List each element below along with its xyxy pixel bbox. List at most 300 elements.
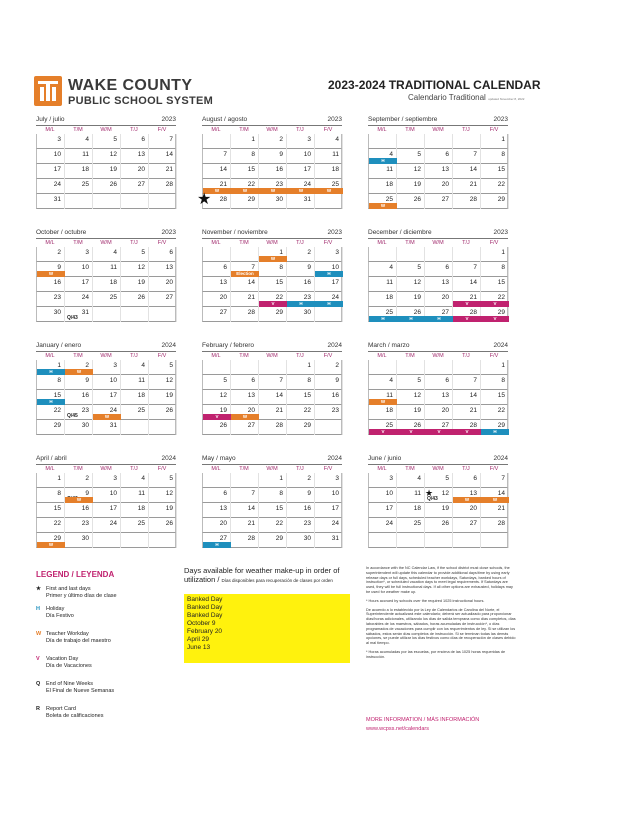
day-number: 22 xyxy=(497,407,505,414)
day-cell xyxy=(121,420,149,435)
workday-marker: W xyxy=(93,414,121,420)
weekday-label: T/J xyxy=(130,240,138,246)
day-number: 12 xyxy=(109,151,117,158)
day-number: 10 xyxy=(109,377,117,384)
day-cell xyxy=(37,503,65,518)
month-block xyxy=(368,341,508,435)
day-number: 5 xyxy=(169,362,173,369)
day-cell xyxy=(259,503,287,518)
day-cell xyxy=(481,360,509,375)
weekday-label: W/M xyxy=(266,466,278,472)
day-cell xyxy=(481,149,509,164)
makeup-day: Banked Day xyxy=(187,596,223,603)
day-cell xyxy=(231,473,259,488)
day-cell xyxy=(369,360,397,375)
day-cell xyxy=(37,164,65,179)
workday-marker: W xyxy=(259,256,287,262)
legend-symbol-icon: V xyxy=(36,656,40,662)
day-cell xyxy=(369,277,397,292)
day-cell xyxy=(369,164,397,179)
day-cell xyxy=(65,149,93,164)
week-row xyxy=(368,194,508,209)
day-cell xyxy=(203,405,231,420)
day-number: 21 xyxy=(275,407,283,414)
day-number: 26 xyxy=(413,422,421,429)
workday-marker: W xyxy=(259,188,287,194)
day-cell xyxy=(203,473,231,488)
day-number: 27 xyxy=(219,309,227,316)
day-number: 15 xyxy=(53,505,61,512)
day-number: 15 xyxy=(247,166,255,173)
day-number: 5 xyxy=(417,151,421,158)
day-number: 14 xyxy=(469,392,477,399)
month-name: November / noviembre xyxy=(202,229,268,236)
day-number: 15 xyxy=(497,166,505,173)
week-row xyxy=(202,134,342,149)
week-row xyxy=(368,179,508,194)
day-number: 24 xyxy=(53,181,61,188)
day-number: 25 xyxy=(385,309,393,316)
day-cell xyxy=(65,307,93,322)
day-number: 30 xyxy=(303,535,311,542)
day-number: 1 xyxy=(501,136,505,143)
week-row xyxy=(36,194,176,209)
day-cell xyxy=(315,307,343,322)
weekday-label: T/J xyxy=(296,127,304,133)
day-cell xyxy=(149,503,177,518)
day-cell xyxy=(203,360,231,375)
day-cell xyxy=(259,375,287,390)
day-number: 4 xyxy=(141,362,145,369)
wcpss-logo-icon xyxy=(34,76,62,106)
weekday-label: T/J xyxy=(296,240,304,246)
day-cell xyxy=(369,247,397,262)
month-header xyxy=(368,341,508,352)
note-paragraph: In accordance with the NC Calendar Law, if the school district must close schools, the superintendent will update this calendar to provide additional days/time by using early release days or full days, scheduled teacher workdays, Saturdays, banked hours of instruction*, or scheduled vacation days to meet legal requirements. If Saturdays are used, they will be full instructional days. If all other options are exhausted, holidays may be used for weather make up. xyxy=(366,566,513,594)
month-year: 2023 xyxy=(493,116,508,123)
weekday-header xyxy=(36,465,176,473)
day-number: 30 xyxy=(81,535,89,542)
day-number: 17 xyxy=(81,279,89,286)
day-cell xyxy=(259,292,287,307)
day-cell xyxy=(149,518,177,533)
day-number: 22 xyxy=(497,294,505,301)
day-cell xyxy=(481,488,509,503)
org-name-line1: WAKE COUNTY xyxy=(68,77,193,94)
day-number: 25 xyxy=(109,294,117,301)
day-number: 18 xyxy=(331,166,339,173)
day-cell xyxy=(37,262,65,277)
day-number: 6 xyxy=(169,249,173,256)
day-cell xyxy=(369,503,397,518)
day-number: 6 xyxy=(445,151,449,158)
day-number: 19 xyxy=(165,392,173,399)
day-cell xyxy=(481,405,509,420)
workday-marker: W xyxy=(287,188,315,194)
day-cell xyxy=(121,375,149,390)
month-year: 2024 xyxy=(161,455,176,462)
weekday-label: T/M xyxy=(405,240,415,246)
day-cell xyxy=(315,277,343,292)
day-cell xyxy=(397,179,425,194)
day-number: 18 xyxy=(137,392,145,399)
day-cell xyxy=(149,533,177,548)
day-number: 5 xyxy=(113,136,117,143)
weekday-label: F/V xyxy=(489,353,499,359)
weekday-label: W/M xyxy=(266,127,278,133)
workday-marker: W xyxy=(65,369,93,375)
week-row xyxy=(36,518,176,533)
day-number: 10 xyxy=(331,264,339,271)
workday-marker: Election xyxy=(231,271,259,277)
day-number: 2 xyxy=(307,475,311,482)
day-cell xyxy=(259,405,287,420)
day-cell xyxy=(259,164,287,179)
week-row xyxy=(368,149,508,164)
day-cell xyxy=(149,277,177,292)
day-number: 3 xyxy=(335,249,339,256)
day-cell xyxy=(93,375,121,390)
day-number: 24 xyxy=(385,520,393,527)
day-number: 8 xyxy=(57,490,61,497)
week-row xyxy=(368,420,508,435)
weekday-header xyxy=(368,465,508,473)
day-cell xyxy=(453,247,481,262)
day-cell xyxy=(121,405,149,420)
day-cell xyxy=(481,420,509,435)
day-number: 2 xyxy=(85,475,89,482)
month-name: February / febrero xyxy=(202,342,255,349)
day-cell xyxy=(93,307,121,322)
day-number: 21 xyxy=(219,181,227,188)
day-number: 13 xyxy=(441,279,449,286)
day-cell xyxy=(37,533,65,548)
legend-label-es: Día de trabajo del maestro xyxy=(46,638,111,644)
day-cell xyxy=(37,292,65,307)
day-number: 15 xyxy=(53,392,61,399)
month-year: 2024 xyxy=(327,455,342,462)
week-row xyxy=(202,390,342,405)
month-name: September / septiembre xyxy=(368,116,438,123)
day-cell xyxy=(369,149,397,164)
day-number: 23 xyxy=(275,181,283,188)
day-number: 7 xyxy=(473,264,477,271)
day-cell xyxy=(425,262,453,277)
day-cell xyxy=(203,375,231,390)
day-number: 6 xyxy=(223,264,227,271)
vacation-marker: V xyxy=(397,429,425,435)
day-cell xyxy=(93,179,121,194)
day-number: 31 xyxy=(53,196,61,203)
nine-weeks-marker: Q/43 xyxy=(67,315,78,321)
day-cell xyxy=(37,405,65,420)
day-number: 20 xyxy=(219,520,227,527)
day-cell xyxy=(425,247,453,262)
day-cell xyxy=(231,360,259,375)
day-cell xyxy=(369,134,397,149)
day-number: 12 xyxy=(137,264,145,271)
day-number: 7 xyxy=(251,264,255,271)
day-number: 16 xyxy=(81,392,89,399)
day-cell xyxy=(149,247,177,262)
day-cell xyxy=(203,533,231,548)
vacation-marker: V xyxy=(481,301,509,307)
day-number: 8 xyxy=(279,264,283,271)
day-number: 23 xyxy=(331,407,339,414)
holiday-marker: H xyxy=(481,429,509,435)
day-cell xyxy=(231,134,259,149)
makeup-day: October 9 xyxy=(187,620,216,627)
day-cell xyxy=(93,473,121,488)
day-cell xyxy=(149,473,177,488)
weather-notes xyxy=(366,566,516,664)
month-header xyxy=(202,115,342,126)
day-cell xyxy=(259,488,287,503)
day-number: 30 xyxy=(53,309,61,316)
day-cell xyxy=(397,390,425,405)
weekday-label: T/J xyxy=(462,353,470,359)
day-cell xyxy=(149,164,177,179)
day-cell xyxy=(425,292,453,307)
week-row xyxy=(202,420,342,435)
day-number: 3 xyxy=(57,136,61,143)
weekday-label: M/L xyxy=(211,127,221,133)
day-cell xyxy=(259,307,287,322)
day-cell xyxy=(481,518,509,533)
day-number: 15 xyxy=(497,392,505,399)
day-cell xyxy=(231,488,259,503)
day-number: 13 xyxy=(441,392,449,399)
day-number: 31 xyxy=(331,535,339,542)
weekday-label: M/L xyxy=(211,353,221,359)
day-number: 15 xyxy=(275,279,283,286)
day-number: 1 xyxy=(307,362,311,369)
day-number: 1 xyxy=(57,475,61,482)
day-number: 20 xyxy=(137,166,145,173)
week-row xyxy=(36,292,176,307)
day-cell xyxy=(287,488,315,503)
weekday-label: W/M xyxy=(100,127,112,133)
day-cell xyxy=(149,307,177,322)
day-cell xyxy=(315,533,343,548)
day-number: 26 xyxy=(413,196,421,203)
day-number: 5 xyxy=(169,475,173,482)
day-cell xyxy=(287,134,315,149)
day-number: 17 xyxy=(303,166,311,173)
day-cell xyxy=(65,277,93,292)
day-cell xyxy=(287,292,315,307)
day-cell xyxy=(93,292,121,307)
day-cell xyxy=(65,488,93,503)
day-number: 7 xyxy=(223,151,227,158)
week-row xyxy=(368,360,508,375)
day-cell xyxy=(65,134,93,149)
day-cell xyxy=(397,307,425,322)
legend-label-es: Primer y último días de clase xyxy=(46,593,117,599)
day-number: 4 xyxy=(417,475,421,482)
day-number: 3 xyxy=(307,136,311,143)
day-number: 13 xyxy=(469,490,477,497)
day-number: 27 xyxy=(247,422,255,429)
month-name: June / junio xyxy=(368,455,402,462)
day-number: 11 xyxy=(386,392,393,399)
day-cell xyxy=(259,179,287,194)
month-header xyxy=(368,454,508,465)
month-year: 2024 xyxy=(493,342,508,349)
makeup-day: February 20 xyxy=(187,628,223,635)
week-row xyxy=(202,262,342,277)
month-name: January / enero xyxy=(36,342,82,349)
weekday-label: T/J xyxy=(462,127,470,133)
day-number: 19 xyxy=(109,166,117,173)
day-number: 13 xyxy=(441,166,449,173)
day-number: 30 xyxy=(275,196,283,203)
day-number: 7 xyxy=(169,136,173,143)
day-cell xyxy=(121,390,149,405)
day-number: 19 xyxy=(441,505,449,512)
day-cell xyxy=(65,503,93,518)
day-cell xyxy=(453,194,481,209)
day-number: 11 xyxy=(332,151,339,158)
day-number: 23 xyxy=(81,407,89,414)
day-cell xyxy=(231,420,259,435)
weekday-label: F/V xyxy=(323,466,333,472)
day-number: 13 xyxy=(165,264,173,271)
nine-weeks-marker: Q/45 xyxy=(67,413,78,419)
weekday-label: M/L xyxy=(45,127,55,133)
day-number: 2 xyxy=(335,362,339,369)
month-header xyxy=(36,454,176,465)
weekday-label: T/M xyxy=(239,353,249,359)
weekday-label: T/M xyxy=(405,466,415,472)
day-cell xyxy=(369,179,397,194)
day-number: 18 xyxy=(385,407,393,414)
day-number: 31 xyxy=(81,309,89,316)
day-cell xyxy=(397,405,425,420)
weekday-label: W/M xyxy=(100,353,112,359)
day-cell xyxy=(93,360,121,375)
weekday-label: M/L xyxy=(377,353,387,359)
day-cell xyxy=(203,164,231,179)
day-cell xyxy=(369,375,397,390)
day-number: 5 xyxy=(445,475,449,482)
day-cell xyxy=(121,473,149,488)
day-cell xyxy=(93,390,121,405)
month-block xyxy=(36,228,176,322)
day-cell xyxy=(287,164,315,179)
day-cell xyxy=(287,307,315,322)
day-cell xyxy=(315,149,343,164)
day-cell xyxy=(259,262,287,277)
day-number: 24 xyxy=(331,520,339,527)
day-number: 16 xyxy=(53,279,61,286)
vacation-marker: V xyxy=(481,316,509,322)
day-cell xyxy=(37,277,65,292)
day-number: 20 xyxy=(469,505,477,512)
month-year: 2023 xyxy=(161,229,176,236)
weekday-label: T/M xyxy=(73,466,83,472)
legend-label-en: Report Card xyxy=(46,706,76,712)
day-number: 9 xyxy=(85,377,89,384)
day-number: 13 xyxy=(247,392,255,399)
week-row xyxy=(36,473,176,488)
day-cell xyxy=(93,194,121,209)
day-number: 1 xyxy=(251,136,255,143)
day-cell xyxy=(425,390,453,405)
legend-label-es: Boleta de calificaciones xyxy=(46,713,104,719)
first-last-day-star-icon: ★ xyxy=(425,488,434,498)
day-number: 16 xyxy=(81,505,89,512)
day-cell xyxy=(259,390,287,405)
month-block xyxy=(197,115,342,209)
weekday-header xyxy=(202,126,342,134)
day-number: 6 xyxy=(473,475,477,482)
day-number: 22 xyxy=(247,181,255,188)
day-cell xyxy=(65,179,93,194)
day-cell xyxy=(231,194,259,209)
week-row xyxy=(36,247,176,262)
weekday-label: F/V xyxy=(323,353,333,359)
week-row xyxy=(36,262,176,277)
day-cell xyxy=(93,420,121,435)
day-cell xyxy=(369,292,397,307)
day-cell xyxy=(481,247,509,262)
holiday-marker: H xyxy=(369,316,397,322)
day-number: 4 xyxy=(335,136,339,143)
day-number: 19 xyxy=(219,407,227,414)
day-number: 11 xyxy=(386,166,393,173)
day-cell xyxy=(37,420,65,435)
day-number: 20 xyxy=(219,294,227,301)
week-row xyxy=(202,307,342,322)
day-number: 29 xyxy=(497,309,505,316)
calendar-link[interactable]: www.wcpss.net/calendars xyxy=(366,726,429,732)
day-number: 27 xyxy=(441,309,449,316)
weekday-label: W/M xyxy=(432,240,444,246)
month-block xyxy=(36,341,176,435)
day-number: 19 xyxy=(413,294,421,301)
month-year: 2023 xyxy=(493,229,508,236)
day-number: 29 xyxy=(53,422,61,429)
day-number: 29 xyxy=(303,422,311,429)
day-cell xyxy=(425,277,453,292)
day-number: 29 xyxy=(53,535,61,542)
workday-marker: W xyxy=(453,497,481,503)
weekday-label: M/L xyxy=(45,240,55,246)
weekday-label: T/J xyxy=(296,353,304,359)
day-cell xyxy=(369,488,397,503)
day-number: 11 xyxy=(110,264,117,271)
day-cell xyxy=(65,533,93,548)
weekday-label: M/L xyxy=(377,240,387,246)
day-number: 20 xyxy=(247,407,255,414)
day-number: 14 xyxy=(469,279,477,286)
day-cell xyxy=(397,247,425,262)
legend-label-es: Día Festivo xyxy=(46,613,74,619)
holiday-marker: H xyxy=(37,399,65,405)
weekday-label: T/J xyxy=(296,466,304,472)
month-header xyxy=(368,228,508,239)
day-cell xyxy=(287,360,315,375)
day-cell xyxy=(121,164,149,179)
month-year: 2024 xyxy=(327,342,342,349)
day-number: 6 xyxy=(223,490,227,497)
day-cell xyxy=(65,360,93,375)
day-cell xyxy=(453,488,481,503)
month-name: July / julio xyxy=(36,116,65,123)
day-cell xyxy=(149,194,177,209)
day-cell xyxy=(481,179,509,194)
